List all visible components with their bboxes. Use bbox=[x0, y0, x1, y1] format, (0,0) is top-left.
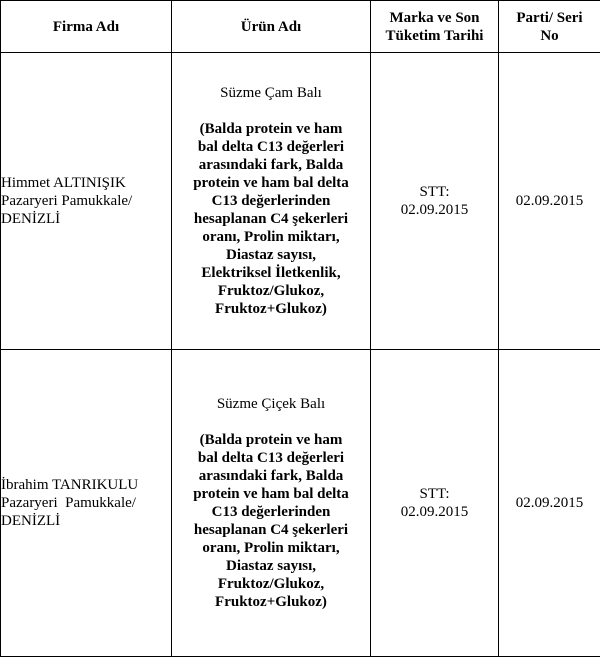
expiry-cell: STT: 02.09.2015 bbox=[371, 350, 499, 657]
table-row bbox=[1, 350, 600, 657]
header-firm: Firma Adı bbox=[1, 1, 172, 53]
firm-cell: Himmet ALTINIŞIK Pazaryeri Pamukkale/ DENİZLİ bbox=[1, 53, 172, 350]
product-cell bbox=[172, 350, 371, 657]
product-parameters: (Balda protein ve ham bal delta C13 değerleri arasındaki fark, Balda protein ve ham bal delta C13 değerlerinden hesaplanan C4 şekerleri oranı, Prolin miktarı, Diastaz sayısı, Fruktoz/Glukoz, Fruktoz+Glukoz) bbox=[193, 432, 349, 610]
header-row bbox=[1, 1, 600, 53]
product-name: Süzme Çiçek Balı bbox=[216, 396, 326, 412]
product-cell bbox=[172, 53, 371, 350]
header-lot: Parti/ Seri No bbox=[499, 1, 600, 53]
header-product: Ürün Adı bbox=[172, 1, 371, 53]
lot-cell: 02.09.2015 bbox=[499, 53, 600, 350]
lot-cell: 02.09.2015 bbox=[499, 350, 600, 657]
product-parameters: (Balda protein ve ham bal delta C13 değerleri arasındaki fark, Balda protein ve ham bal delta C13 değerlerinden hesaplanan C4 şekerleri oranı, Prolin miktarı, Diastaz sayısı, Elektriksel İletkenlik, Fruktoz/Glukoz, Fruktoz+Glukoz) bbox=[193, 121, 349, 317]
firm-cell: İbrahim TANRIKULU Pazaryeri Pamukkale/ DENİZLİ bbox=[1, 350, 172, 657]
table-row bbox=[1, 53, 600, 350]
header-brand-expiry: Marka ve Son Tüketim Tarihi bbox=[371, 1, 499, 53]
product-name: Süzme Çam Balı bbox=[220, 85, 322, 101]
expiry-cell: STT: 02.09.2015 bbox=[371, 53, 499, 350]
